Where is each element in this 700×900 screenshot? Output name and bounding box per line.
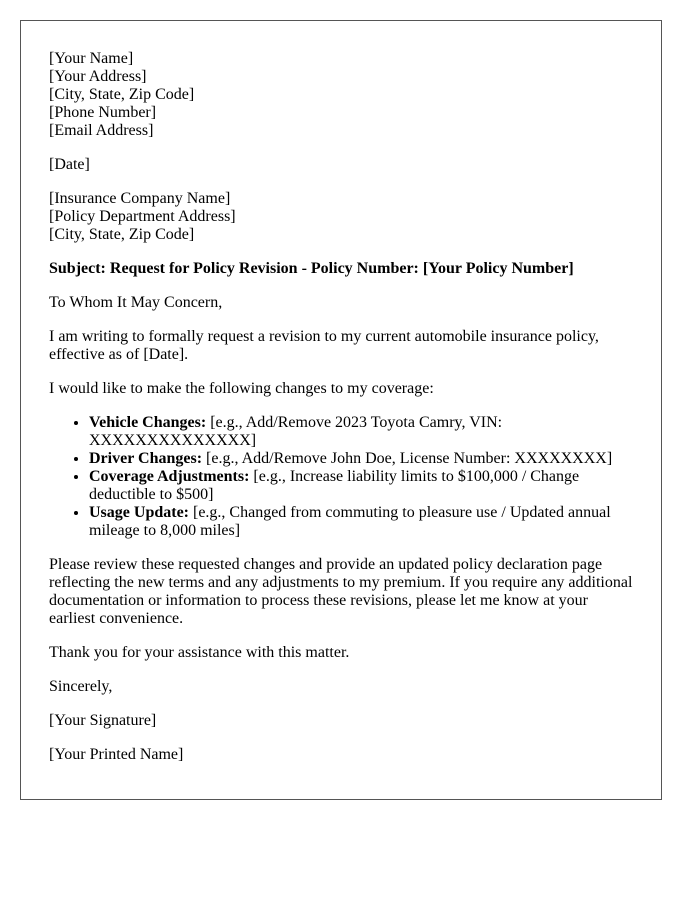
subject-line: Subject: Request for Policy Revision - Policy Number: [Your Policy Number] xyxy=(49,260,574,277)
sender-email: [Email Address] xyxy=(49,122,154,139)
intro-paragraph: I am writing to formally request a revision to my current automobile insurance policy, effective as of [Date]. xyxy=(49,328,599,363)
recipient-department-address: [Policy Department Address] xyxy=(49,208,236,225)
change-label: Usage Update: xyxy=(89,504,189,521)
change-text: [e.g., Add/Remove John Doe, License Number: XXXXXXXX] xyxy=(202,450,613,467)
sender-city-state-zip: [City, State, Zip Code] xyxy=(49,86,195,103)
sender-block xyxy=(49,50,633,140)
review-request-paragraph: Please review these requested changes and provide an updated policy declaration page reflecting the new terms and any adjustments to my premium. If you require any additional documentation or information to process these revisions, please let me know at your earliest convenience. xyxy=(49,556,633,627)
recipient-company: [Insurance Company Name] xyxy=(49,190,231,207)
change-label: Coverage Adjustments: xyxy=(89,468,250,485)
change-text: [e.g., Add/Remove 2023 Toyota Camry, VIN: XXXXXXXXXXXXXX] xyxy=(89,414,503,449)
letter-date: [Date] xyxy=(49,156,90,173)
change-label: Driver Changes: xyxy=(89,450,203,467)
thanks-paragraph: Thank you for your assistance with this matter. xyxy=(49,644,350,661)
sender-address: [Your Address] xyxy=(49,68,147,85)
list-item xyxy=(89,504,633,540)
changes-list xyxy=(49,414,633,540)
sender-phone: [Phone Number] xyxy=(49,104,157,121)
list-item xyxy=(89,450,633,468)
salutation: To Whom It May Concern, xyxy=(49,294,223,311)
sender-name: [Your Name] xyxy=(49,50,134,67)
printed-name: [Your Printed Name] xyxy=(49,746,184,763)
signature: [Your Signature] xyxy=(49,712,157,729)
recipient-city-state-zip: [City, State, Zip Code] xyxy=(49,226,195,243)
list-item xyxy=(89,414,633,450)
change-text: [e.g., Increase liability limits to $100,000 / Change deductible to $500] xyxy=(89,468,580,503)
closing: Sincerely, xyxy=(49,678,113,695)
changes-intro: I would like to make the following changes to my coverage: xyxy=(49,380,434,397)
letter-page xyxy=(20,20,662,800)
change-text: [e.g., Changed from commuting to pleasure use / Updated annual mileage to 8,000 miles] xyxy=(89,504,611,539)
change-label: Vehicle Changes: xyxy=(89,414,207,431)
recipient-block xyxy=(49,190,633,244)
list-item xyxy=(89,468,633,504)
